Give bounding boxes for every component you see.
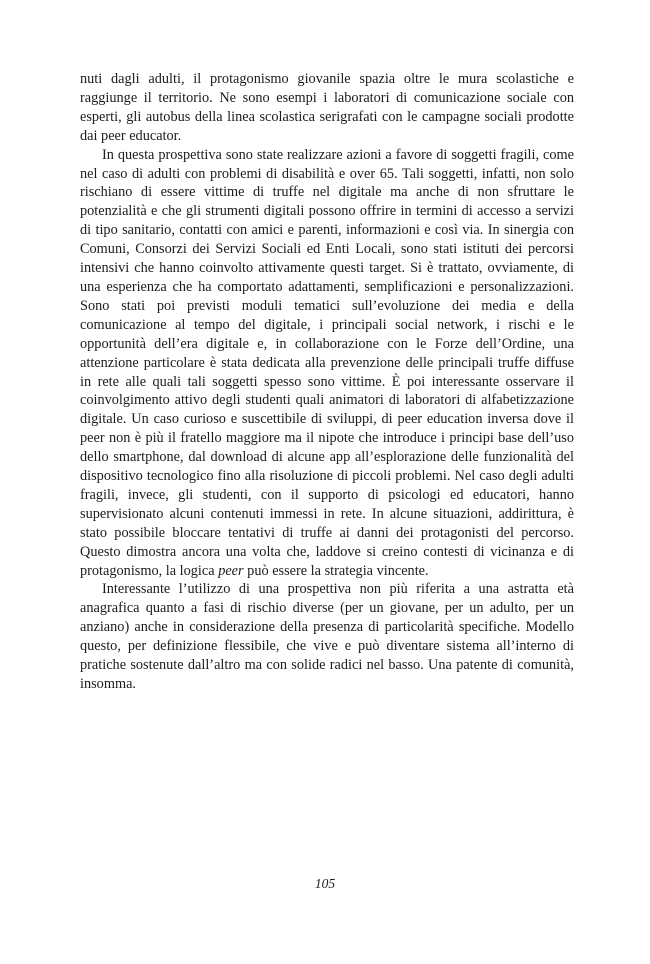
paragraph-fragile-subjects <box>80 146 574 581</box>
page-body <box>80 70 574 694</box>
paragraph-risk-phases: Interessante l’utilizzo di una prospettiva non più riferita a una astratta età anagrafica quanto a fasi di rischio diverse (per un giovane, per un adulto, per un anziano) anche in considerazione della presenza di particolarità specifiche. Modello questo, per definizione flessibile, che vive e può diventare sistema all’interno di pratiche sostenute dall’altro ma con solide radici nel basso. Una patente di comunità, insomma. <box>80 581 574 692</box>
page-number: 105 <box>314 876 336 891</box>
italic-term: peer <box>218 562 244 579</box>
paragraph-text: In questa prospettiva sono state realizzare azioni a favore di soggetti fragili, come nel caso di adulti con problemi di disabilità e over 65. Tali soggetti, infatti, non solo rischiano di essere vittime di truffe nel digitale ma anche di non sfruttare le potenzialità e che gli strumenti digitali possono offrire in termini di accesso a servizi di tipo sanitario, contatti con amici e parenti, informazioni e così via. In sinergia con Comuni, Consorzi dei Servizi Sociali ed Enti Locali, sono stati istituti dei percorsi intensivi che hanno coinvolto attivamente questi target. Si è trattato, ovviamente, di una esperienza che ha comportato adattamenti, semplificazioni e personalizzazioni. Sono stati poi previsti moduli tematici sull’evoluzione dei media e della comunicazione al tempo del digitale, i principali social network, i rischi e le opportunità dell’era digitale e, in collaborazione con le Forze dell’Ordine, una attenzione particolare è stata dedicata alla prevenzione delle principali truffe diffuse in rete alle quali tali soggetti spesso sono vittime. È poi interessante osservare il coinvolgimento attivo degli studenti quali animatori di laboratori di alfabetizzazione digitale. Un caso curioso e suscettibile di sviluppi, di peer education inversa dove il peer non è più il fratello maggiore ma il nipote che introduce i principi base dell’uso dello smartphone, dal download di alcune app all’esplorazione delle funzionalità del dispositivo tecnologico fino alla risoluzione di piccoli problemi. Nel caso degli adulti fragili, invece, gli studenti, con il supporto di psicologi ed educatori, hanno supervisionato alcuni contenuti immessi in rete. In alcune situazioni, addirittura, è stato possibile bloccare tentativi di truffe ai danni dei protagonisti del percorso. Questo dimostra ancora una volta che, laddove si creino contesti di vicinanza e di protagonismo, la logica <box>80 146 574 579</box>
paragraph-continuation: nuti dagli adulti, il protagonismo giovanile spazia oltre le mura scolastiche e raggiunge il territorio. Ne sono esempi i laboratori di comunicazione sociale con esperti, gli autobus della linea scolastica serigrafati con le campagne sociali prodotte dai peer educator. <box>80 71 574 144</box>
paragraph-text-end: può essere la strategia vincente. <box>243 562 429 579</box>
